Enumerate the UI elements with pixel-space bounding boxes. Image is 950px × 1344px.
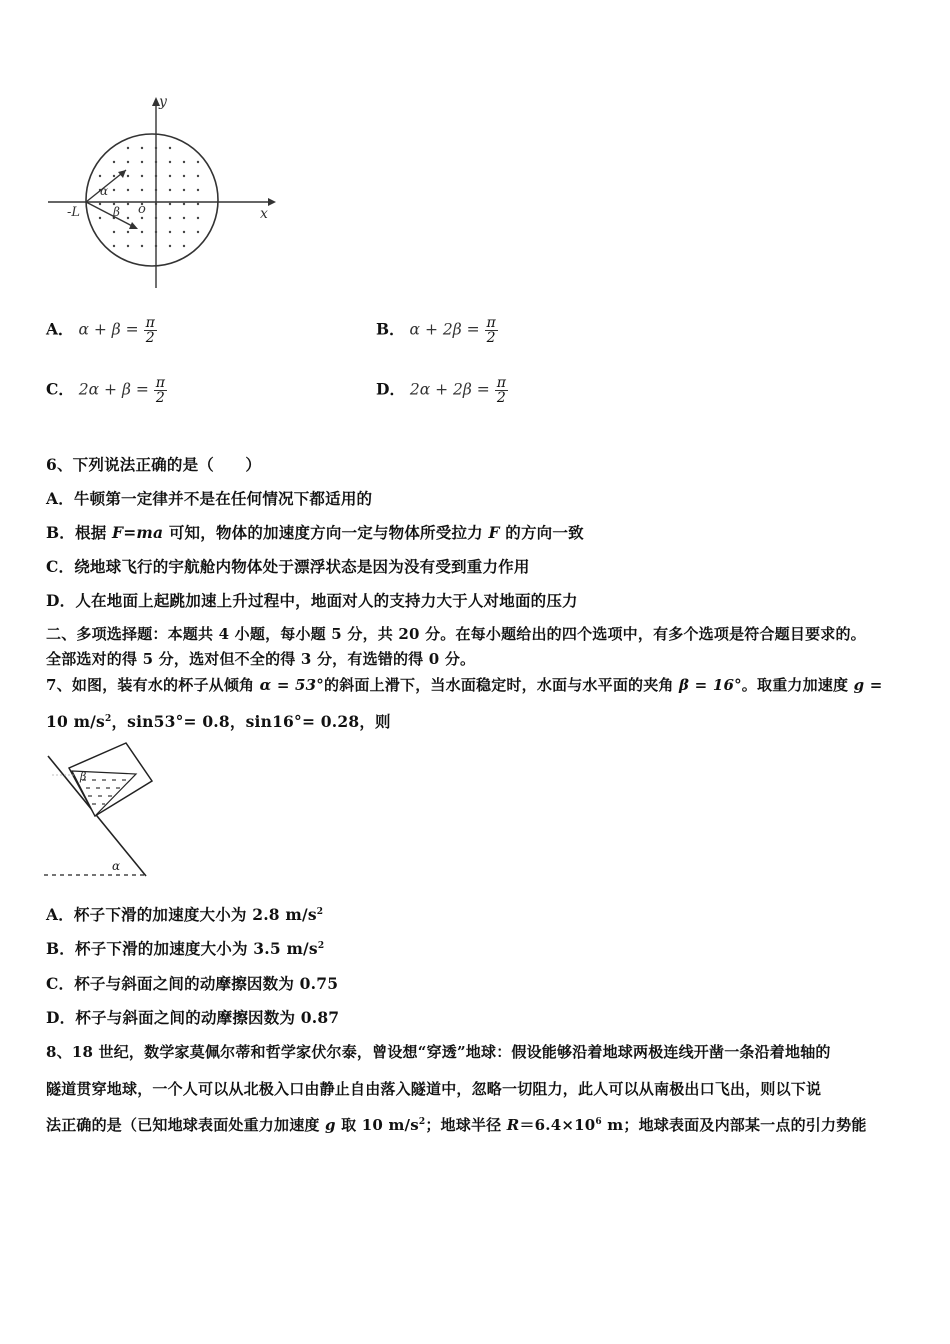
q5-option-c <box>46 376 167 405</box>
figure-incline-cup <box>42 740 162 882</box>
frac-num: π <box>145 315 155 331</box>
superscript: 6 <box>595 1117 602 1127</box>
q7-option-d: D．杯子与斜面之间的动摩擦因数为 0.87 <box>46 1008 340 1027</box>
field-dot <box>113 189 115 191</box>
figure-circle-field <box>40 92 280 292</box>
option-math-lhs: α + β = <box>78 320 139 339</box>
q6-option-c: C．绕地球飞行的宇航舱内物体处于漂浮状态是因为没有受到重力作用 <box>46 557 530 576</box>
y-label: y <box>159 94 167 110</box>
g-symbol: g <box>325 1116 336 1134</box>
field-dot <box>113 175 115 177</box>
arrowhead-alpha <box>118 170 126 178</box>
field-dot <box>127 217 129 219</box>
field-dot <box>169 217 171 219</box>
field-dot <box>113 231 115 233</box>
field-dot <box>169 231 171 233</box>
field-dot <box>141 147 143 149</box>
field-dot <box>183 231 185 233</box>
option-math-lhs: α + 2β = <box>409 320 480 339</box>
text: 的方向一致 <box>499 523 584 542</box>
text: m；地球表面及内部某一点的引力势能 <box>601 1116 867 1134</box>
text: B．根据 <box>46 523 112 542</box>
frac-num: π <box>155 375 165 391</box>
field-dot <box>183 203 185 205</box>
q7-option-a <box>46 903 323 925</box>
field-dot <box>127 203 129 205</box>
option-math-lhs: 2α + β = <box>78 380 149 399</box>
force-symbol: F <box>488 523 500 542</box>
velocity-arrow-beta <box>86 202 136 228</box>
field-dot <box>127 245 129 247</box>
field-dot <box>155 245 157 247</box>
field-dot <box>169 161 171 163</box>
text: 10 m/s <box>46 712 105 731</box>
field-dots <box>99 147 199 247</box>
field-dot <box>169 245 171 247</box>
r-symbol: R <box>506 1116 520 1134</box>
frac-num: π <box>486 315 496 331</box>
text: ，sin53°= 0.8，sin16°= 0.28，则 <box>111 712 391 731</box>
field-dot <box>127 147 129 149</box>
field-dot <box>99 203 101 205</box>
formula: F=ma <box>112 523 164 542</box>
q5-option-a <box>46 316 157 345</box>
neg-l-label: -L <box>67 205 81 220</box>
frac-den: 2 <box>155 390 165 406</box>
q6-option-d: D．人在地面上起跳加速上升过程中，地面对人的支持力大于人对地面的压力 <box>46 591 578 610</box>
q8-line2: 隧道贯穿地球，一个人可以从北极入口由静止自由落入隧道中，忽略一切阻力，此人可以从南极出口飞出，则以下说 <box>46 1080 822 1098</box>
superscript: 2 <box>104 713 112 724</box>
beta-value: β = 16° <box>679 676 742 694</box>
field-dot <box>141 231 143 233</box>
q7-option-b <box>46 937 324 959</box>
x-label: x <box>260 206 268 222</box>
field-dot <box>169 175 171 177</box>
text: 。取重力加速度 <box>741 676 854 694</box>
option-label: D． <box>376 379 405 399</box>
field-dot <box>113 161 115 163</box>
alpha-value: α = 53° <box>259 676 325 694</box>
q5-option-d <box>376 376 508 405</box>
frac-den: 2 <box>496 390 506 406</box>
field-dot <box>99 217 101 219</box>
q6-stem: 6、下列说法正确的是（ ） <box>46 455 262 474</box>
field-dot <box>155 175 157 177</box>
q7-option-c: C．杯子与斜面之间的动摩擦因数为 0.75 <box>46 974 339 993</box>
q8-line1: 8、18 世纪，数学家莫佩尔蒂和哲学家伏尔泰，曾设想“穿透”地球：假设能够沿着地球两极连线开凿一条沿着地轴的 <box>46 1043 831 1061</box>
text: B．杯子下滑的加速度大小为 3.5 m/s <box>46 939 318 958</box>
q6-option-a: A．牛顿第一定律并不是在任何情况下都适用的 <box>46 489 373 508</box>
field-dot <box>169 147 171 149</box>
field-dot <box>183 245 185 247</box>
field-dot <box>169 203 171 205</box>
field-dot <box>197 231 199 233</box>
q8-line3 <box>46 1114 867 1135</box>
superscript: 2 <box>317 940 325 951</box>
field-dot <box>155 217 157 219</box>
field-circle <box>86 134 218 266</box>
field-dot <box>113 245 115 247</box>
field-dot <box>141 175 143 177</box>
fig-alpha-label: α <box>112 859 121 873</box>
field-dot <box>183 175 185 177</box>
option-label: B． <box>376 319 405 339</box>
field-dot <box>197 203 199 205</box>
field-dot <box>141 217 143 219</box>
field-dot <box>99 175 101 177</box>
text: 取 10 m/s <box>335 1116 419 1134</box>
text: 的斜面上滑下，当水面稳定时，水面与水平面的夹角 <box>324 676 680 694</box>
field-dot <box>183 161 185 163</box>
x-axis-arrow <box>268 198 276 206</box>
field-dot <box>197 189 199 191</box>
superscript: 2 <box>316 906 324 917</box>
frac-den: 2 <box>486 330 496 346</box>
field-dot <box>127 189 129 191</box>
field-dot <box>155 189 157 191</box>
g-equals: g = <box>853 676 883 694</box>
field-dot <box>155 203 157 205</box>
frac-den: 2 <box>145 330 155 346</box>
field-dot <box>141 161 143 163</box>
field-dot <box>127 161 129 163</box>
text: 可知，物体的加速度方向一定与物体所受拉力 <box>163 523 489 542</box>
text: 法正确的是（已知地球表面处重力加速度 <box>46 1116 326 1134</box>
fig-beta-label: β <box>80 770 87 783</box>
option-label: C． <box>46 379 74 399</box>
field-dot <box>141 189 143 191</box>
alpha-label: α <box>100 184 109 198</box>
field-dot <box>197 175 199 177</box>
field-dot <box>183 217 185 219</box>
field-dot <box>169 189 171 191</box>
option-label: A． <box>46 319 74 339</box>
field-dot <box>155 147 157 149</box>
text: 7、如图，装有水的杯子从倾角 <box>46 676 260 694</box>
field-dot <box>197 161 199 163</box>
section2-line2: 全部选对的得 5 分，选对但不全的得 3 分，有选错的得 0 分。 <box>46 650 476 668</box>
field-dot <box>141 245 143 247</box>
field-dot <box>183 189 185 191</box>
origin-label: o <box>138 202 146 217</box>
text: ；地球半径 <box>425 1116 507 1134</box>
field-dot <box>155 161 157 163</box>
q5-option-b <box>376 316 498 345</box>
section2-line1: 二、多项选择题：本题共 4 小题，每小题 5 分，共 20 分。在每小题给出的四个选项中，有多个选项是符合题目要求的。 <box>46 625 866 643</box>
q6-option-b <box>46 521 584 543</box>
beta-label: β <box>113 205 120 219</box>
text: ＝6.4×10 <box>519 1116 596 1134</box>
option-math-lhs: 2α + 2β = <box>409 380 490 399</box>
field-dot <box>127 231 129 233</box>
text: A．杯子下滑的加速度大小为 2.8 m/s <box>46 905 317 924</box>
field-dot <box>127 175 129 177</box>
field-dot <box>155 231 157 233</box>
frac-num: π <box>496 375 506 391</box>
q7-stem-line2 <box>46 710 391 732</box>
q7-stem <box>46 674 883 695</box>
superscript: 2 <box>418 1117 426 1127</box>
field-dot <box>197 217 199 219</box>
